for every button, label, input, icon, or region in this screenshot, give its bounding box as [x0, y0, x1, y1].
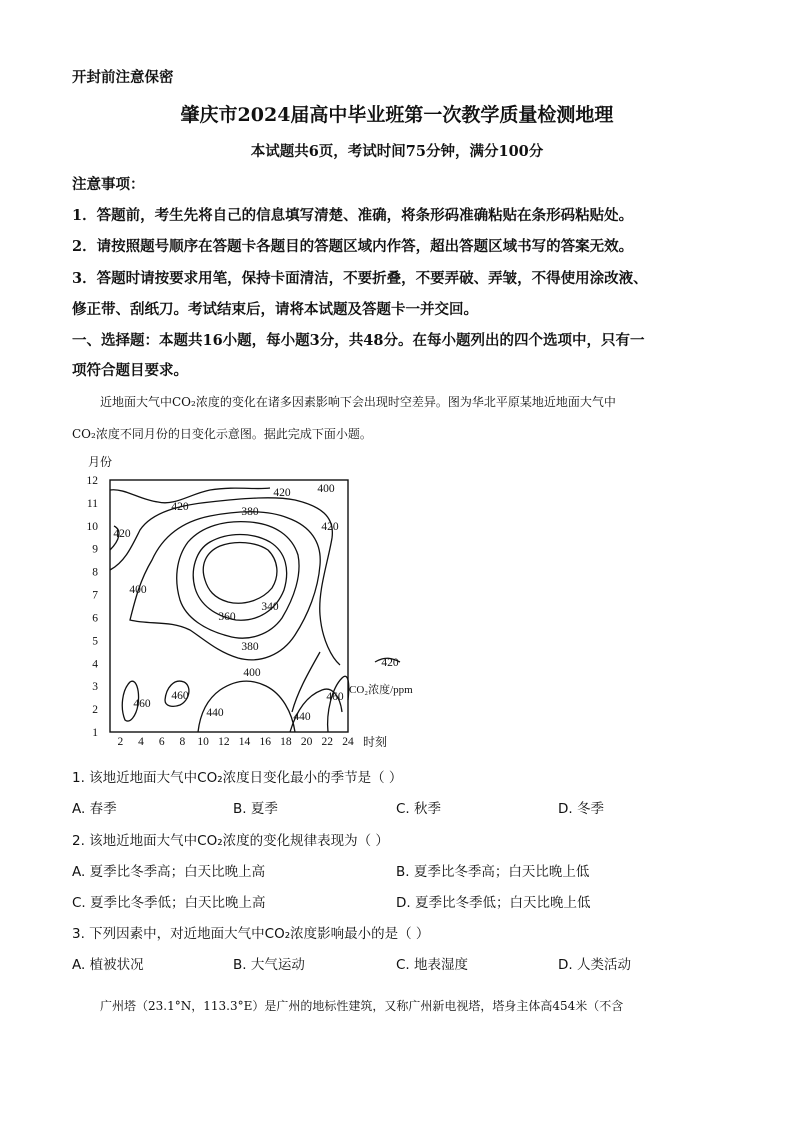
option-b[interactable]: B. 夏季比冬季高；白天比晚上低	[396, 864, 590, 880]
contour-line	[110, 488, 270, 503]
question-stem: 1. 该地近地面大气中CO₂浓度日变化最小的季节是（ ）	[72, 770, 403, 786]
co2-contour-chart	[70, 450, 430, 755]
option-b[interactable]: B. 大气运动	[233, 957, 305, 973]
y-tick-label: 3	[92, 681, 98, 694]
y-tick-label: 11	[86, 497, 98, 510]
contour-label: 420	[381, 657, 399, 669]
contour-label: 420	[321, 521, 339, 533]
secret-notice: 开封前注意保密	[72, 69, 174, 86]
option-c[interactable]: C. 秋季	[396, 801, 442, 817]
plot-frame	[110, 480, 348, 732]
note-item: 2．请按照题号顺序在答题卡各题目的答题区域内作答，超出答题区域书写的答案无效。	[72, 238, 634, 255]
intro-text: 近地面大气中CO₂浓度的变化在诸多因素影响下会出现时空差异。图为华北平原某地近地面大气中	[100, 395, 616, 409]
x-tick-label: 12	[218, 736, 230, 748]
y-axis-label: 月份	[88, 455, 113, 469]
x-axis-label: 时刻	[363, 735, 388, 749]
option-a[interactable]: A. 夏季比冬季高；白天比晚上高	[72, 864, 266, 880]
legend-unit: CO₂浓度/ppm	[349, 684, 413, 696]
x-tick-label: 18	[280, 736, 292, 748]
option-d[interactable]: D. 夏季比冬季低；白天比晚上低	[396, 895, 591, 911]
question-stem: 3. 下列因素中，对近地面大气中CO₂浓度影响最小的是（ ）	[72, 926, 430, 942]
contour-label: 460	[133, 698, 151, 710]
option-a[interactable]: A. 春季	[72, 801, 117, 817]
contour-label: 440	[293, 711, 311, 723]
option-c[interactable]: C. 地表湿度	[396, 957, 469, 973]
contour-label: 400	[243, 667, 261, 679]
contour-label: 460	[171, 690, 189, 702]
note-item: 1．答题前，考生先将自己的信息填写清楚、准确，将条形码准确粘贴在条形码粘贴处。	[72, 207, 634, 224]
y-tick-label: 5	[92, 635, 98, 648]
contour-label: 440	[206, 707, 224, 719]
section-heading-cont: 项符合题目要求。	[72, 362, 188, 379]
x-tick-label: 20	[300, 736, 313, 748]
contour-label: 400	[129, 584, 147, 596]
y-tick-label: 1	[92, 727, 98, 739]
option-c[interactable]: C. 夏季比冬季低；白天比晚上高	[72, 895, 266, 911]
contour-label: 380	[241, 641, 259, 653]
x-tick-label: 4	[138, 736, 144, 748]
contour-line	[203, 543, 277, 604]
x-tick-label: 24	[342, 736, 354, 748]
contour-label: 340	[261, 601, 279, 613]
y-ticks	[87, 475, 99, 739]
x-tick-label: 2	[117, 736, 124, 748]
section-heading: 一、选择题：本题共16小题，每小题3分，共48分。在每小题列出的四个选项中，只有一	[72, 332, 645, 349]
contour-line	[328, 676, 349, 732]
note-item: 3．答题时请按要求用笔，保持卡面清洁，不要折叠，不要弄破、弄皱，不得使用涂改液、	[72, 270, 648, 287]
contour-label: 420	[113, 528, 131, 540]
intro-text: CO₂浓度不同月份的日变化示意图。据此完成下面小题。	[72, 427, 372, 441]
y-tick-label: 7	[92, 589, 98, 602]
note-item: 修正带、刮纸刀。考试结束后，请将本试题及答题卡一并交回。	[72, 301, 478, 318]
option-d[interactable]: D. 冬季	[558, 801, 604, 817]
question-stem: 2. 该地近地面大气中CO₂浓度的变化规律表现为（ ）	[72, 833, 389, 849]
exam-info: 本试题共6页，考试时间75分钟，满分100分	[250, 143, 544, 160]
x-tick-label: 22	[321, 736, 334, 748]
x-tick-label: 8	[179, 736, 186, 748]
page-title: 肇庆市2024届高中毕业班第一次教学质量检测地理	[180, 104, 614, 126]
contour-line	[292, 652, 320, 712]
contour-label: 400	[317, 483, 335, 495]
x-tick-label: 16	[259, 736, 271, 748]
contour-label: 460	[326, 691, 344, 703]
y-tick-label: 2	[92, 704, 98, 717]
y-tick-label: 12	[86, 475, 98, 487]
notes-heading: 注意事项：	[72, 176, 145, 193]
x-tick-label: 6	[158, 736, 165, 748]
contour-label: 360	[218, 611, 236, 623]
option-d[interactable]: D. 人类活动	[558, 957, 631, 973]
x-tick-label: 10	[197, 736, 209, 748]
x-ticks	[117, 736, 354, 748]
option-b[interactable]: B. 夏季	[233, 801, 278, 817]
y-tick-label: 6	[92, 612, 98, 625]
y-tick-label: 10	[86, 520, 98, 533]
contour-label: 420	[273, 487, 291, 499]
contour-label: 420	[171, 501, 189, 513]
y-tick-label: 4	[92, 658, 98, 671]
next-passage-text: 广州塔（23.1°N，113.3°E）是广州的地标性建筑，又称广州新电视塔，塔身主体高454米（不含	[100, 999, 624, 1013]
x-tick-label: 14	[238, 736, 251, 748]
y-tick-label: 8	[92, 566, 98, 579]
y-tick-label: 9	[92, 543, 98, 556]
option-a[interactable]: A. 植被状况	[72, 957, 144, 973]
contour-label: 380	[241, 506, 259, 518]
contour-line	[130, 512, 320, 660]
